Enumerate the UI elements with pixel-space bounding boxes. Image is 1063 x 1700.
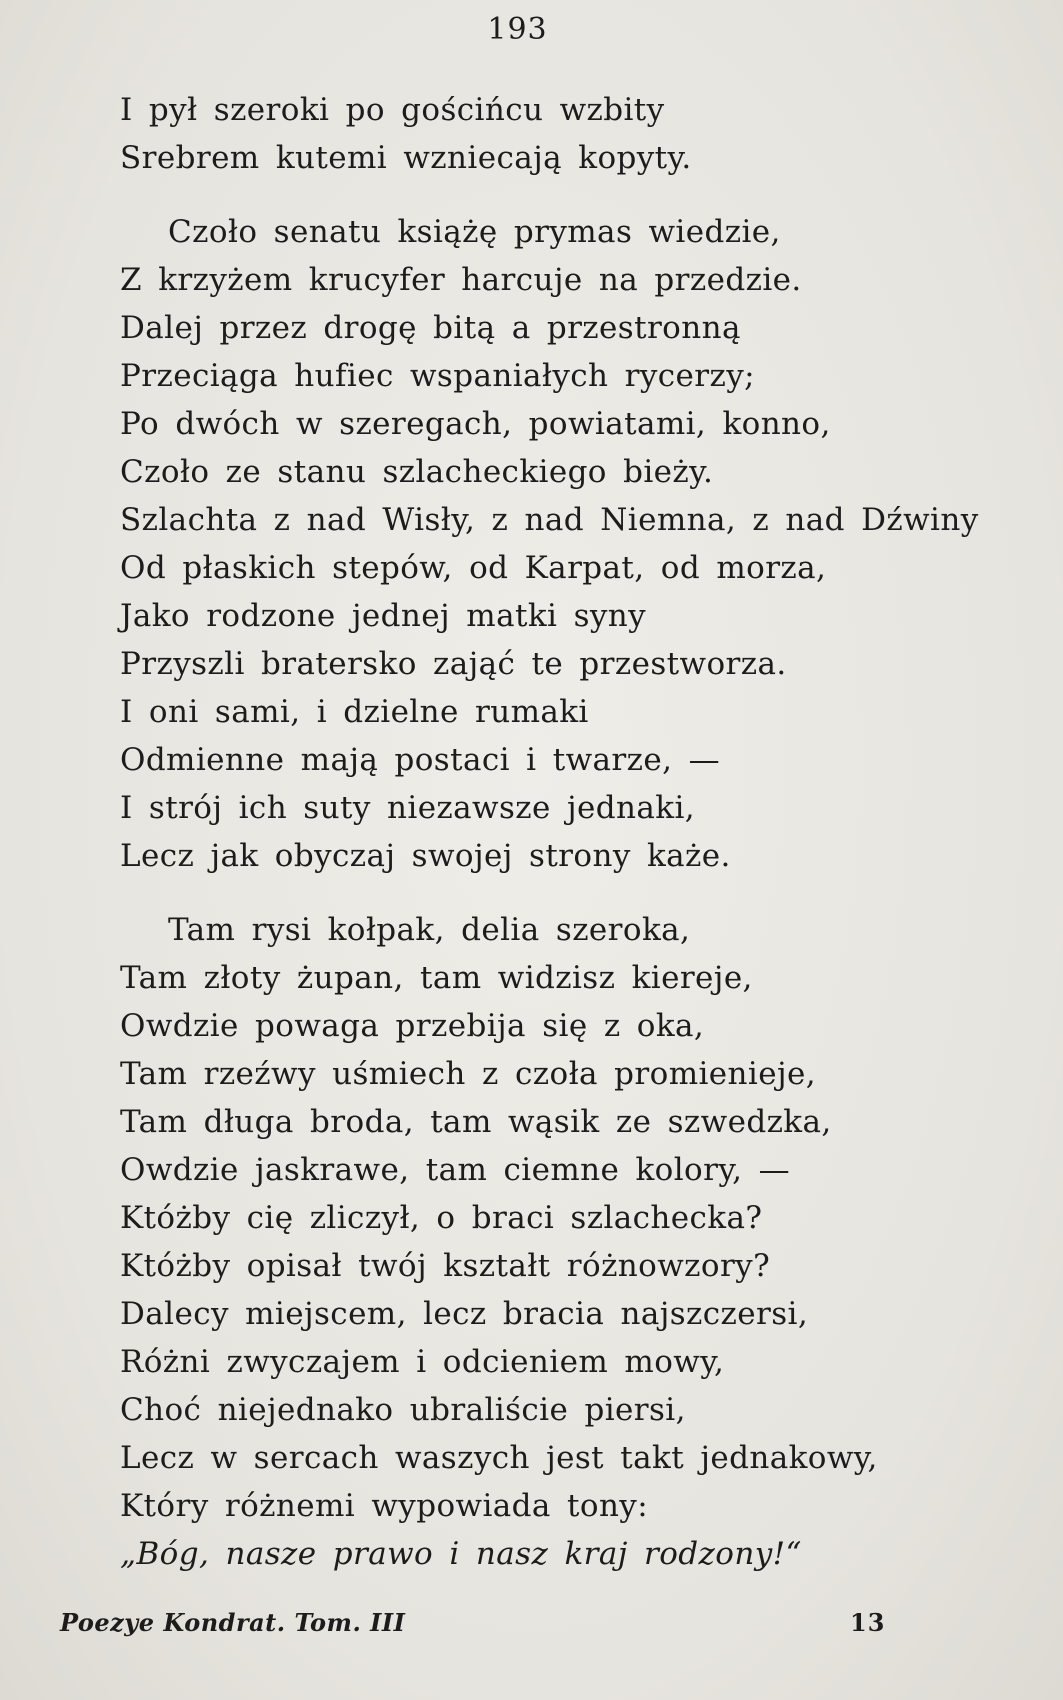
verse-line: Tam złoty żupan, tam widzisz kiereje, — [120, 960, 753, 996]
verse-line-closing-quote: „Bóg, nasze prawo i nasz kraj rodzony!“ — [120, 1536, 802, 1572]
verse-line: Dalej przez drogę bitą a przestronną — [120, 310, 741, 346]
stanza-1 — [120, 86, 1020, 182]
verse-line: Lecz w sercach waszych jest takt jednakowy, — [120, 1440, 878, 1476]
stanza-2 — [120, 208, 1020, 880]
verse-line: Po dwóch w szeregach, powiatami, konno, — [120, 406, 831, 442]
verse-line: Któżby cię zliczył, o braci szlachecka? — [120, 1200, 763, 1236]
verse-line: Tam długa broda, tam wąsik ze szwedzka, — [120, 1104, 832, 1140]
verse-line: Lecz jak obyczaj swojej strony każe. — [120, 838, 731, 874]
verse-line: Z krzyżem krucyfer harcuje na przedzie. — [120, 262, 802, 298]
verse-line: Tam rysi kołpak, delia szeroka, — [168, 912, 691, 948]
verse-line: Odmienne mają postaci i twarze, — — [120, 742, 721, 778]
verse-line: I strój ich suty niezawsze jednaki, — [120, 790, 696, 826]
verse-line: Choć niejednako ubraliście piersi, — [120, 1392, 686, 1428]
verse-line: Przeciąga hufiec wspaniałych rycerzy; — [120, 358, 755, 394]
verse-line: Jako rodzone jednej matki syny — [120, 598, 647, 634]
poem-text — [120, 86, 1020, 1578]
verse-line: I pył szeroki po gościńcu wzbity — [120, 92, 665, 128]
verse-line: Przyszli bratersko zająć te przestworza. — [120, 646, 787, 682]
verse-line: Owdzie powaga przebija się z oka, — [120, 1008, 705, 1044]
page-number: 193 — [487, 12, 548, 47]
stanza-3 — [120, 906, 1020, 1578]
verse-line: Od płaskich stepów, od Karpat, od morza, — [120, 550, 827, 586]
verse-line: Dalecy miejscem, lecz bracia najszczersi, — [120, 1296, 809, 1332]
footer-title: Poezye Kondrat. Tom. III — [60, 1608, 406, 1637]
verse-line: Owdzie jaskrawe, tam ciemne kolory, — — [120, 1152, 791, 1188]
verse-line: Czoło senatu książę prymas wiedzie, — [168, 214, 781, 250]
verse-line: Różni zwyczajem i odcieniem mowy, — [120, 1344, 725, 1380]
signature-mark: 13 — [850, 1608, 886, 1637]
verse-line: Któżby opisał twój kształt różnowzory? — [120, 1248, 771, 1284]
verse-line: Szlachta z nad Wisły, z nad Niemna, z nad Dźwiny — [120, 502, 979, 538]
verse-line: I oni sami, i dzielne rumaki — [120, 694, 589, 730]
verse-line: Czoło ze stanu szlacheckiego bieży. — [120, 454, 714, 490]
verse-line: Który różnemi wypowiada tony: — [120, 1488, 649, 1524]
verse-line: Srebrem kutemi wzniecają kopyty. — [120, 140, 692, 176]
verse-line: Tam rzeźwy uśmiech z czoła promienieje, — [120, 1056, 816, 1092]
